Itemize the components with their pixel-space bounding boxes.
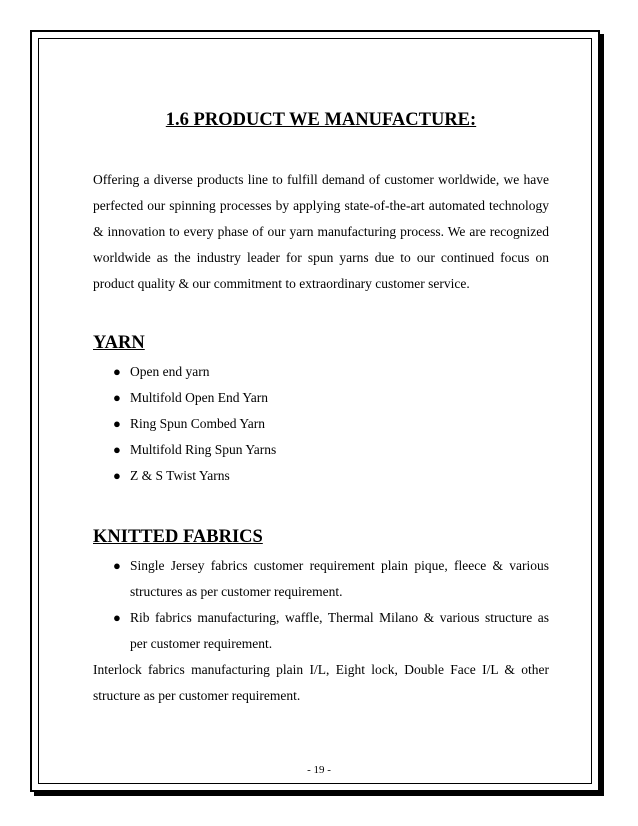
yarn-heading: YARN [93,333,145,353]
list-item-label: Rib fabrics manufacturing, waffle, Thermal Milano & various structure as per customer requirement. [130,610,549,651]
list-item-label: Multifold Ring Spun Yarns [130,442,277,457]
bullet-icon: ● [113,442,121,457]
list-item [93,359,549,385]
list-item-label: Multifold Open End Yarn [130,390,268,405]
list-item [93,437,549,463]
knitted-fabrics-heading: KNITTED FABRICS [93,527,263,547]
list-item-label: Z & S Twist Yarns [130,468,230,483]
bullet-icon: ● [113,468,121,483]
intro-paragraph: Offering a diverse products line to fulfill demand of customer worldwide, we have perfected our spinning processes by applying state-of-the-art automated technology & innovation to every phase of our yarn manufacturing process. We are recognized worldwide as the industry leader for spun yarns due to our continued focus on product quality & our commitment to extraordinary customer service. [93,172,549,291]
page-title: 1.6 PRODUCT WE MANUFACTURE: [165,110,477,130]
list-item [93,385,549,411]
page-number: - 19 - [307,764,331,776]
list-item [93,553,549,605]
bullet-icon: ● [113,364,121,379]
bullet-icon: ● [113,558,121,573]
list-item [93,463,549,489]
list-item [93,411,549,437]
list-item-label: Single Jersey fabrics customer requirement plain pique, fleece & various structures as per customer requirement. [130,558,549,599]
bullet-icon: ● [113,610,121,625]
list-item-label: Ring Spun Combed Yarn [130,416,266,431]
list-item [93,605,549,657]
interlock-paragraph: Interlock fabrics manufacturing plain I/L, Eight lock, Double Face I/L & other structure as per customer requirement. [93,662,549,703]
yarn-list [93,359,549,489]
bullet-icon: ● [113,416,121,431]
page-content [93,110,549,709]
knitted-fabrics-list [93,553,549,657]
bullet-icon: ● [113,390,121,405]
list-item-label: Open end yarn [130,364,210,379]
